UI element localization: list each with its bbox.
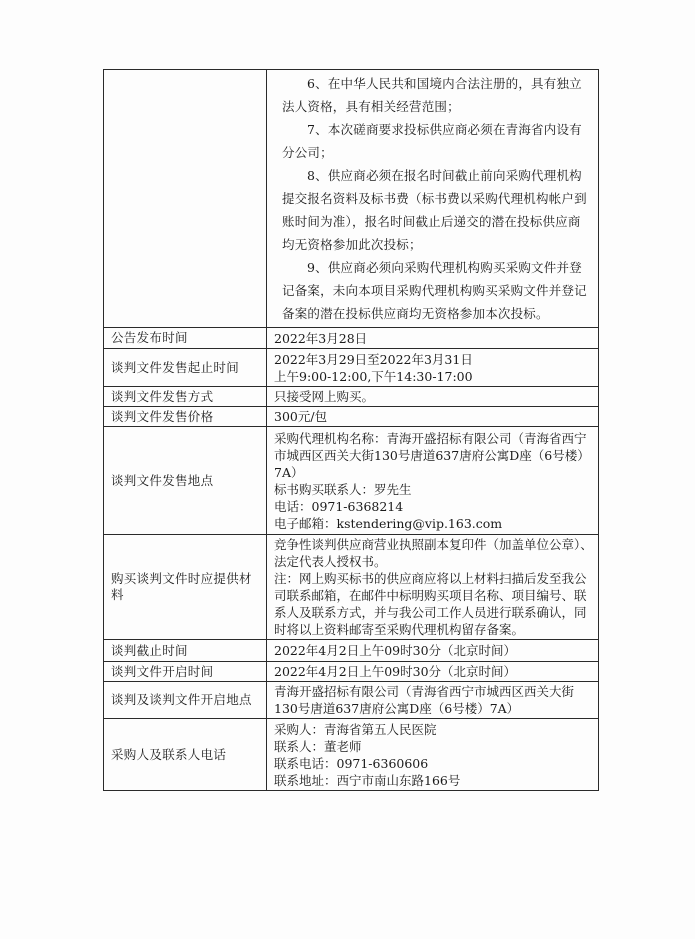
qualification-item: 9、供应商必须向采购代理机构购买采购文件并登记备案，未向本项目采购代理机构购买采购文件并登记备案的潜在投标供应商均无资格参加本次投标。 — [282, 260, 587, 321]
row-label: 谈判文件发售起止时间 — [104, 349, 267, 387]
qualification-cell — [267, 70, 599, 328]
required-materials: 竞争性谈判供应商营业执照副本复印件（加盖单位公章）、法定代表人授权书。 — [274, 537, 593, 569]
row-value — [267, 349, 599, 387]
table-row — [104, 349, 599, 387]
row-value: 2022年4月2日上午09时30分（北京时间） — [267, 662, 599, 682]
row-value — [267, 427, 599, 535]
table-row — [104, 682, 599, 719]
row-label: 谈判文件发售方式 — [104, 387, 267, 407]
qualification-label-cell — [104, 70, 267, 328]
materials-note: 注：网上购买标书的供应商应将以上材料扫描后发至我公司联系邮箱，在邮件中标明购买项目名称、项目编号、联系人及联系方式，并与我公司工作人员进行联系确认，同时将以上资料邮寄至采购代理机构留存备案。 — [274, 571, 587, 637]
sale-hours: 上午9:00-12:00,下午14:30-17:00 — [274, 368, 473, 384]
purchaser-phone: 联系电话：0971-6360606 — [274, 755, 429, 771]
qualification-item: 8、供应商必须在报名时间截止前向采购代理机构提交报名资料及标书费（标书费以采购代理机构帐户到账时间为准），报名时间截止后递交的潜在投标供应商均无资格参加此次投标； — [282, 168, 587, 252]
row-label: 谈判文件发售地点 — [104, 427, 267, 535]
purchaser-contact: 联系人：董老师 — [274, 738, 362, 754]
purchaser-address: 联系地址：西宁市南山东路166号 — [274, 772, 461, 788]
agency-email: 电子邮箱：kstendering@vip.163.com — [274, 515, 503, 531]
qualification-item: 6、在中华人民共和国境内合法注册的，具有独立法人资格，具有相关经营范围； — [282, 76, 582, 114]
row-value: 300元/包 — [267, 407, 599, 427]
table-row — [104, 640, 599, 662]
row-label: 采购人及联系人电话 — [104, 719, 267, 791]
table-row — [104, 719, 599, 791]
table-row — [104, 328, 599, 349]
row-value: 青海开盛招标有限公司（青海省西宁市城西区西关大街130号唐道637唐府公寓D座（6号楼）7A） — [267, 682, 599, 719]
row-label: 谈判截止时间 — [104, 640, 267, 662]
row-value: 2022年4月2日上午09时30分（北京时间） — [267, 640, 599, 662]
row-value — [267, 535, 599, 640]
notice-table — [103, 69, 599, 791]
row-label: 谈判文件发售价格 — [104, 407, 267, 427]
sale-date-range: 2022年3月29日至2022年3月31日 — [274, 351, 473, 367]
row-label: 公告发布时间 — [104, 328, 267, 349]
table-row — [104, 407, 599, 427]
row-value: 2022年3月28日 — [267, 328, 599, 349]
purchaser-name: 采购人：青海省第五人民医院 — [274, 721, 437, 737]
table-row — [104, 535, 599, 640]
agency-info: 采购代理机构名称：青海开盛招标有限公司（青海省西宁市城西区西关大街130号唐道637唐府公寓D座（6号楼）7A） — [274, 430, 590, 480]
row-value: 只接受网上购买。 — [267, 387, 599, 407]
table-row — [104, 427, 599, 535]
row-value — [267, 719, 599, 791]
purchase-contact: 标书购买联系人：罗先生 — [274, 481, 412, 497]
row-label: 谈判及谈判文件开启地点 — [104, 682, 267, 719]
agency-phone: 电话：0971-6368214 — [274, 498, 404, 514]
table-row — [104, 662, 599, 682]
row-label: 谈判文件开启时间 — [104, 662, 267, 682]
row-label: 购买谈判文件时应提供材料 — [104, 535, 267, 640]
table-row — [104, 70, 599, 328]
qualification-item: 7、本次磋商要求投标供应商必须在青海省内设有分公司； — [282, 122, 582, 160]
table-row — [104, 387, 599, 407]
